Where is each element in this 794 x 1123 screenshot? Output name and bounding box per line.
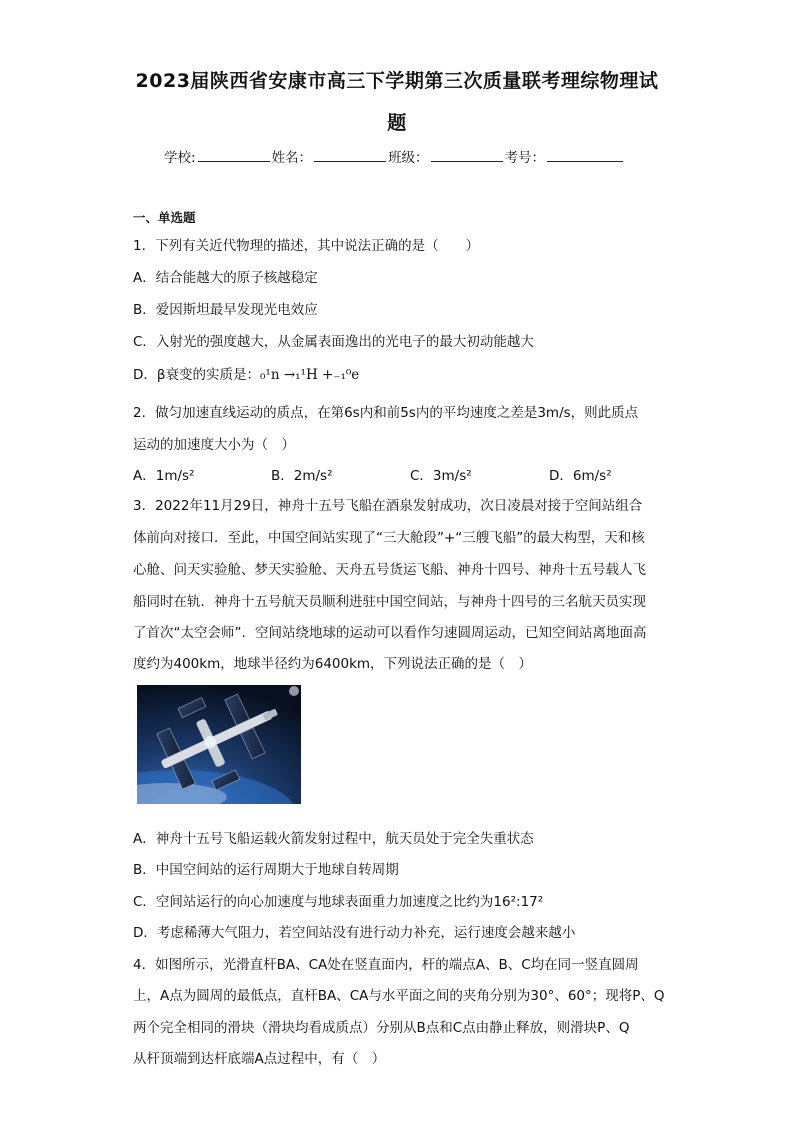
q4-stem-line: 上，A点为圆周的最低点，直杆BA、CA与水平面之间的夹角分别为30°、60°；现将P、Q bbox=[133, 988, 665, 1004]
q3-option-a: A．神舟十五号飞船运载火箭发射过程中，航天员处于完全失重状态 bbox=[133, 831, 534, 847]
q3-option-c: C．空间站运行的向心加速度与地球表面重力加速度之比约为16²:17² bbox=[133, 894, 544, 910]
q1-option-a: A．结合能越大的原子核越稳定 bbox=[133, 270, 318, 286]
document-title-line1: 2023届陕西省安康市高三下学期第三次质量联考理综物理试 bbox=[135, 70, 659, 92]
q2-stem-line2: 运动的加速度大小为（ ） bbox=[133, 437, 295, 453]
q4-stem-line: 4．如图所示，光滑直杆BA、CA处在竖直面内，杆的端点A、B、C均在同一竖直圆周 bbox=[133, 957, 639, 973]
q3-stem-line: 心舱、问天实验舱、梦天实验舱、天舟五号货运飞船、神舟十四号、神舟十五号载人飞 bbox=[133, 562, 646, 578]
q4-stem-line: 从杆顶端到达杆底端A点过程中，有（ ） bbox=[133, 1051, 386, 1067]
q1-option-b: B．爱因斯坦最早发现光电效应 bbox=[133, 302, 318, 318]
q1-option-d-formula: ₀¹n →₁¹H +₋₁⁰e bbox=[260, 367, 360, 383]
q1-option-d-prefix: D．β衰变的实质是： bbox=[133, 367, 261, 383]
class-blank bbox=[431, 149, 503, 162]
school-label: 学校: bbox=[164, 150, 196, 166]
q3-option-b: B．中国空间站的运行周期大于地球自转周期 bbox=[133, 862, 399, 878]
q2-option-d: D．6m/s² bbox=[549, 468, 612, 484]
school-blank bbox=[198, 149, 270, 162]
q2-option-c: C．3m/s² bbox=[410, 468, 472, 484]
student-info-row bbox=[164, 146, 625, 166]
q3-stem-line: 船同时在轨．神舟十五号航天员顺利进驻中国空间站，与神舟十四号的三名航天员实现 bbox=[133, 594, 646, 610]
q3-option-d: D．考虑稀薄大气阻力，若空间站没有进行动力补充，运行速度会越来越小 bbox=[133, 925, 576, 941]
class-label: 班级： bbox=[388, 150, 429, 166]
number-label: 考号： bbox=[504, 150, 546, 166]
name-label: 姓名： bbox=[271, 150, 313, 166]
document-title-line2: 题 bbox=[387, 112, 407, 134]
q2-option-b: B．2m/s² bbox=[271, 468, 333, 484]
q4-stem-line: 两个完全相同的滑块（滑块均看成质点）分别从B点和C点由静止释放，则滑块P、Q bbox=[133, 1020, 630, 1036]
q1-option-d bbox=[133, 363, 359, 383]
q1-option-c: C．入射光的强度越大，从金属表面逸出的光电子的最大初动能越大 bbox=[133, 334, 534, 350]
section-title: 一、单选题 bbox=[133, 210, 196, 225]
q3-stem-line: 3．2022年11月29日，神舟十五号飞船在酒泉发射成功，次日凌晨对接于空间站组合 bbox=[133, 498, 643, 514]
q1-stem: 1．下列有关近代物理的描述，其中说法正确的是（ ） bbox=[133, 238, 480, 254]
space-station-illustration bbox=[137, 685, 301, 804]
q3-stem-line: 度约为400km，地球半径约为6400km，下列说法正确的是（ ） bbox=[133, 656, 533, 672]
q2-stem-line1: 2．做匀加速直线运动的质点，在第6s内和前5s内的平均速度之差是3m/s，则此质点 bbox=[133, 405, 639, 421]
number-blank bbox=[547, 149, 623, 162]
q3-stem-line: 了首次“太空会师”．空间站绕地球的运动可以看作匀速圆周运动，已知空间站离地面高 bbox=[133, 625, 647, 641]
name-blank bbox=[314, 149, 386, 162]
q3-stem-line: 体前向对接口．至此，中国空间站实现了“三大舱段”+“三艘飞船”的最大构型，天和核 bbox=[133, 530, 645, 546]
q2-option-a: A．1m/s² bbox=[133, 468, 195, 484]
space-station-image bbox=[137, 685, 301, 804]
